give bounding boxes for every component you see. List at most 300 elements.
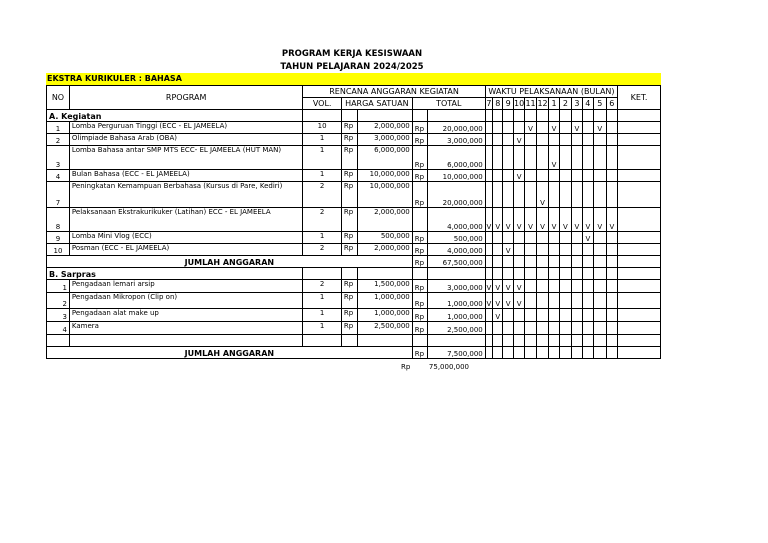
sum-total: 67,500,000 [428,256,485,268]
total-currency: Rp [412,134,428,146]
month-mark [485,244,492,256]
month-mark [582,244,593,256]
month-mark [536,293,549,309]
month-mark [525,232,536,244]
month-header: 7 [486,98,492,108]
empty-cell [503,268,513,280]
month-mark [594,322,607,335]
total-amount: 500,000 [428,232,485,244]
empty-cell [594,256,607,268]
month-mark [513,244,524,256]
month-mark: V [493,280,503,293]
price-currency: Rp [341,280,357,293]
volume: 2 [303,244,342,256]
col-no-header: NO [47,86,70,110]
month-header: 9 [503,98,513,110]
section-row [47,110,661,122]
month-mark [559,232,572,244]
empty-cell [485,335,492,347]
month-mark [594,182,607,208]
month-mark [582,293,593,309]
table-row [47,182,661,208]
row-number: 3 [47,309,70,322]
month-mark: V [513,134,524,146]
row-number: 1 [47,122,70,134]
month-mark [606,244,618,256]
col-total-header: TOTAL [412,98,485,110]
empty-cell [303,110,342,122]
price-currency: Rp [341,170,357,182]
empty-cell [559,268,572,280]
volume: 1 [303,322,342,335]
row-number: 2 [47,134,70,146]
month-mark [485,232,492,244]
total-currency: Rp [412,280,428,293]
month-mark [485,170,492,182]
month-mark: V [503,280,513,293]
month-mark [582,322,593,335]
price-currency: Rp [341,293,357,309]
ket-cell [618,232,661,244]
empty-cell [513,347,524,359]
empty-cell [618,335,661,347]
empty-cell [412,110,428,122]
program-name: Pengadaan alat make up [69,309,302,322]
month-mark [606,322,618,335]
month-mark [594,146,607,170]
total-currency: Rp [412,146,428,170]
month-mark: V [485,208,492,232]
month-mark [493,146,503,170]
month-mark [572,322,582,335]
month-header: 1 [549,98,559,110]
col-vol-header: VOL. [303,98,342,110]
month-mark [572,309,582,322]
month-mark [503,232,513,244]
month-mark [525,182,536,208]
month-mark [525,170,536,182]
month-mark [536,309,549,322]
volume: 1 [303,232,342,244]
volume: 1 [303,170,342,182]
ket-cell [618,293,661,309]
empty-cell [493,335,503,347]
section-title: A. Kegiatan [47,110,303,122]
month-mark: V [536,208,549,232]
month-mark [572,293,582,309]
empty-cell [341,268,357,280]
category-banner: EKSTRA KURIKULER : BAHASA [46,73,661,85]
empty-cell [428,268,485,280]
empty-cell [357,335,412,347]
empty-cell [536,256,549,268]
empty-cell [341,110,357,122]
empty-cell [572,347,582,359]
unit-price: 2,500,000 [357,322,412,335]
section-row [47,268,661,280]
empty-cell [594,335,607,347]
total-currency: Rp [412,232,428,244]
empty-cell [559,335,572,347]
empty-cell [606,110,618,122]
sum-row [47,347,661,359]
empty-cell [572,268,582,280]
total-amount: 1,000,000 [428,309,485,322]
price-currency: Rp [341,244,357,256]
program-name: Lomba Mini Vlog (ECC) [69,232,302,244]
empty-cell [503,347,513,359]
row-number: 9 [47,232,70,244]
empty-cell [513,256,524,268]
month-mark [582,309,593,322]
month-mark [536,244,549,256]
row-number: 1 [47,280,70,293]
month-mark [606,280,618,293]
month-mark [549,293,559,309]
empty-cell [303,335,342,347]
month-mark [549,322,559,335]
price-currency: Rp [341,322,357,335]
empty-cell [594,268,607,280]
empty-cell [412,268,428,280]
month-mark: V [525,122,536,134]
month-mark [594,280,607,293]
total-currency [412,208,428,232]
month-mark [513,122,524,134]
empty-cell [606,268,618,280]
row-number: 4 [47,322,70,335]
grand-total-value: 75,000,000 [428,363,469,371]
empty-cell [572,256,582,268]
month-mark [582,170,593,182]
month-mark [485,122,492,134]
month-mark [503,122,513,134]
price-currency: Rp [341,134,357,146]
month-mark [493,122,503,134]
total-currency: Rp [412,170,428,182]
empty-cell [536,335,549,347]
ket-cell [618,322,661,335]
month-mark [513,232,524,244]
month-mark [594,244,607,256]
empty-cell [559,256,572,268]
month-header: 4 [582,98,593,110]
empty-cell [572,335,582,347]
empty-cell [536,268,549,280]
empty-cell [47,335,70,347]
empty-cell [493,256,503,268]
price-currency: Rp [341,182,357,208]
month-mark [606,146,618,170]
empty-cell [513,335,524,347]
month-mark [536,280,549,293]
empty-cell [536,110,549,122]
month-mark: V [513,280,524,293]
empty-cell [582,347,593,359]
month-mark [572,182,582,208]
month-mark [572,170,582,182]
month-mark [493,170,503,182]
month-mark [594,309,607,322]
month-mark [559,244,572,256]
sum-currency: Rp [412,256,428,268]
month-mark: V [503,208,513,232]
month-mark [525,309,536,322]
month-mark: V [549,122,559,134]
month-mark [606,122,618,134]
empty-cell [618,347,661,359]
empty-cell [594,347,607,359]
total-currency: Rp [412,122,428,134]
unit-price: 2,000,000 [357,208,412,232]
table-row [47,170,661,182]
document-title: PROGRAM KERJA KESISWAAN [281,49,423,59]
empty-cell [618,110,661,122]
month-mark: V [485,293,492,309]
month-mark [549,170,559,182]
program-name: Kamera [69,322,302,335]
month-mark: V [513,208,524,232]
empty-cell [606,347,618,359]
empty-cell [493,268,503,280]
unit-price: 3,000,000 [357,134,412,146]
month-mark [536,322,549,335]
empty-cell [513,110,524,122]
month-header: 10 [514,98,525,108]
month-mark [559,309,572,322]
empty-cell [536,347,549,359]
empty-cell [594,110,607,122]
table-body [47,86,661,359]
month-mark: V [513,170,524,182]
empty-cell [485,110,492,122]
unit-price: 1,000,000 [357,309,412,322]
month-mark [493,182,503,208]
empty-cell [493,347,503,359]
empty-cell [428,335,485,347]
section-title: B. Sarpras [47,268,303,280]
header-row-1 [47,86,661,98]
month-mark [572,134,582,146]
program-name: Peningkatan Kemampuan Berbahasa (Kursus di Pare, Kediri) [69,182,302,208]
table-row [47,146,661,170]
month-mark [549,309,559,322]
empty-cell [572,110,582,122]
month-mark: V [493,309,503,322]
total-amount: 2,500,000 [428,322,485,335]
month-mark: V [572,122,582,134]
empty-cell [485,347,492,359]
table-row [47,309,661,322]
month-mark [606,182,618,208]
month-mark [485,134,492,146]
table-row [47,244,661,256]
month-header: 12 [537,98,548,108]
grand-total-currency: Rp [401,363,411,371]
sum-label: JUMLAH ANGGARAN [47,256,413,268]
row-number: 10 [47,244,70,256]
total-amount: 4,000,000 [428,208,485,232]
empty-cell [606,256,618,268]
month-mark [606,134,618,146]
month-mark [582,146,593,170]
sum-label: JUMLAH ANGGARAN [47,347,413,359]
month-mark [582,280,593,293]
table-row [47,134,661,146]
empty-cell [525,268,536,280]
empty-cell [513,268,524,280]
empty-cell [606,335,618,347]
month-mark [503,146,513,170]
month-mark [525,280,536,293]
program-name: Lomba Perguruan Tinggi (ECC - EL JAMEELA) [69,122,302,134]
program-name: Bulan Bahasa (ECC - EL JAMEELA) [69,170,302,182]
total-currency: Rp [412,244,428,256]
month-mark [525,293,536,309]
month-mark [493,244,503,256]
empty-cell [485,256,492,268]
total-currency: Rp [412,322,428,335]
month-mark [559,122,572,134]
total-currency: Rp [412,309,428,322]
month-mark [559,293,572,309]
month-mark [594,170,607,182]
empty-cell [559,110,572,122]
month-mark [559,170,572,182]
volume: 2 [303,182,342,208]
empty-cell [582,268,593,280]
month-header: 2 [559,98,572,110]
row-number: 8 [47,208,70,232]
program-name: Posman (ECC - EL JAMEELA) [69,244,302,256]
empty-cell [503,256,513,268]
month-mark: V [606,208,618,232]
sum-total: 7,500,000 [428,347,485,359]
empty-cell [525,110,536,122]
row-number: 2 [47,293,70,309]
month-mark: V [594,122,607,134]
month-mark [582,182,593,208]
program-name: Olimpiade Bahasa Arab (OBA) [69,134,302,146]
month-mark [493,322,503,335]
month-mark [606,170,618,182]
month-mark: V [513,293,524,309]
month-mark [559,280,572,293]
month-mark [536,122,549,134]
month-mark [549,134,559,146]
table-row [47,293,661,309]
month-mark [559,182,572,208]
month-mark: V [503,244,513,256]
empty-cell [549,256,559,268]
month-mark: V [559,208,572,232]
ket-cell [618,134,661,146]
month-mark [559,322,572,335]
total-currency: Rp [412,293,428,309]
empty-cell [525,347,536,359]
month-mark [503,182,513,208]
total-currency: Rp [412,182,428,208]
month-header: 11 [525,98,536,108]
total-amount: 3,000,000 [428,280,485,293]
month-mark [503,170,513,182]
month-mark [503,322,513,335]
empty-cell [303,268,342,280]
unit-price: 10,000,000 [357,182,412,208]
month-mark: V [525,208,536,232]
price-currency: Rp [341,309,357,322]
unit-price: 500,000 [357,232,412,244]
col-ket-header: KET. [618,86,661,110]
month-mark: V [503,293,513,309]
month-mark [606,232,618,244]
month-mark: V [536,182,549,208]
unit-price: 2,000,000 [357,122,412,134]
month-mark [582,122,593,134]
month-mark [485,146,492,170]
ket-cell [618,182,661,208]
unit-price: 1,500,000 [357,280,412,293]
month-mark [606,309,618,322]
month-mark [572,280,582,293]
month-mark [485,322,492,335]
col-price-header: HARGA SATUAN [341,98,412,110]
row-number: 3 [47,146,70,170]
month-mark [594,293,607,309]
volume: 10 [303,122,342,134]
empty-cell [559,347,572,359]
row-number: 7 [47,182,70,208]
ket-cell [618,208,661,232]
month-mark [594,232,607,244]
unit-price: 10,000,000 [357,170,412,182]
unit-price: 2,000,000 [357,244,412,256]
month-mark: V [493,208,503,232]
volume: 1 [303,309,342,322]
program-name: Pelaksanaan Ekstrakurikuker (Latihan) ECC - EL JAMEELA [69,208,302,232]
sum-row [47,256,661,268]
ket-cell [618,280,661,293]
month-mark: V [549,208,559,232]
month-mark [493,134,503,146]
empty-cell [357,110,412,122]
month-mark [485,309,492,322]
empty-cell [549,268,559,280]
table-row [47,232,661,244]
empty-cell [582,256,593,268]
month-mark [536,134,549,146]
ket-cell [618,309,661,322]
budget-table [46,85,661,359]
month-mark [572,146,582,170]
volume: 2 [303,280,342,293]
table-row [47,208,661,232]
month-mark: V [594,208,607,232]
volume: 1 [303,134,342,146]
volume: 1 [303,146,342,170]
empty-cell [582,110,593,122]
total-amount: 10,000,000 [428,170,485,182]
month-mark [549,244,559,256]
col-budget-header: RENCANA ANGGARAN KEGIATAN [303,86,485,98]
total-amount: 4,000,000 [428,244,485,256]
empty-cell [69,335,302,347]
month-mark [513,309,524,322]
month-mark: V [572,208,582,232]
ket-cell [618,146,661,170]
month-mark [572,244,582,256]
ket-cell [618,122,661,134]
